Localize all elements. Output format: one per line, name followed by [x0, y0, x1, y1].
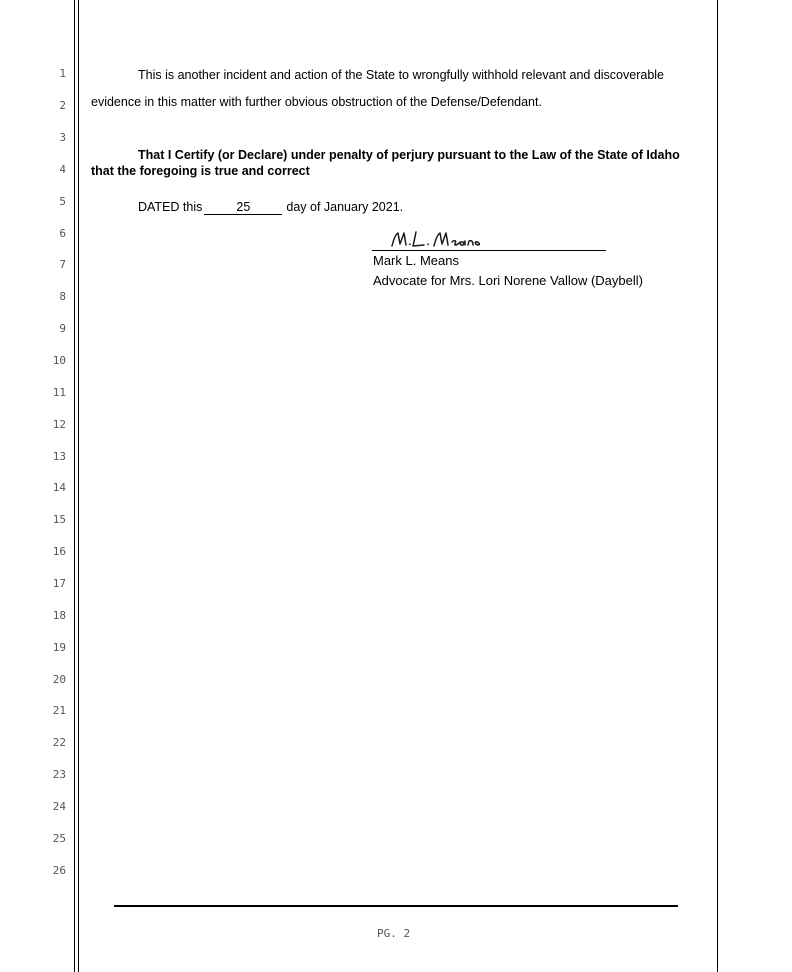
line-number: 20: [52, 673, 66, 686]
line-number: 13: [52, 450, 66, 463]
line-number: 2: [59, 99, 66, 112]
line-number: 14: [52, 481, 66, 494]
line-number: 18: [52, 609, 66, 622]
line-number: 4: [59, 163, 66, 176]
page-number: PG. 2: [377, 927, 411, 940]
dated-prefix: DATED this: [138, 200, 203, 214]
line-number: 7: [59, 258, 66, 271]
line-number: 10: [52, 354, 66, 367]
line-number: 12: [52, 418, 66, 431]
footer-rule: [114, 905, 678, 907]
line-number: 3: [59, 131, 66, 144]
body-paragraph-line: This is another incident and action of the State to wrongfully withhold relevant and discoverable: [138, 68, 665, 82]
signer-name: Mark L. Means: [373, 253, 459, 268]
dated-line: [138, 200, 403, 215]
dated-day-field: 25: [204, 201, 282, 215]
line-number: 25: [52, 832, 66, 845]
line-number: 22: [52, 736, 66, 749]
margin-rule-left-1: [74, 0, 75, 972]
certification-line: that the foregoing is true and correct: [91, 164, 310, 178]
line-number: 17: [52, 577, 66, 590]
line-number: 5: [59, 195, 66, 208]
line-number: 8: [59, 290, 66, 303]
line-number: 21: [52, 704, 66, 717]
dated-suffix: day of January 2021.: [286, 200, 404, 214]
line-number: 11: [52, 386, 66, 399]
line-number: 26: [52, 864, 66, 877]
line-number: 16: [52, 545, 66, 558]
line-number: 15: [52, 513, 66, 526]
signature-line: [372, 226, 606, 251]
margin-rule-left-2: [78, 0, 79, 972]
certification-line: That I Certify (or Declare) under penalty of perjury pursuant to the Law of the State of Idaho: [138, 148, 680, 162]
margin-rule-right: [717, 0, 718, 972]
line-number: 9: [59, 322, 66, 335]
body-paragraph-line: evidence in this matter with further obvious obstruction of the Defense/Defendant.: [91, 95, 542, 109]
line-number: 6: [59, 227, 66, 240]
handwritten-signature: [388, 228, 528, 250]
line-number: 1: [59, 67, 66, 80]
line-number-column: [0, 0, 72, 972]
line-number: 24: [52, 800, 66, 813]
line-number: 19: [52, 641, 66, 654]
line-number: 23: [52, 768, 66, 781]
signer-title: Advocate for Mrs. Lori Norene Vallow (Daybell): [373, 273, 643, 288]
